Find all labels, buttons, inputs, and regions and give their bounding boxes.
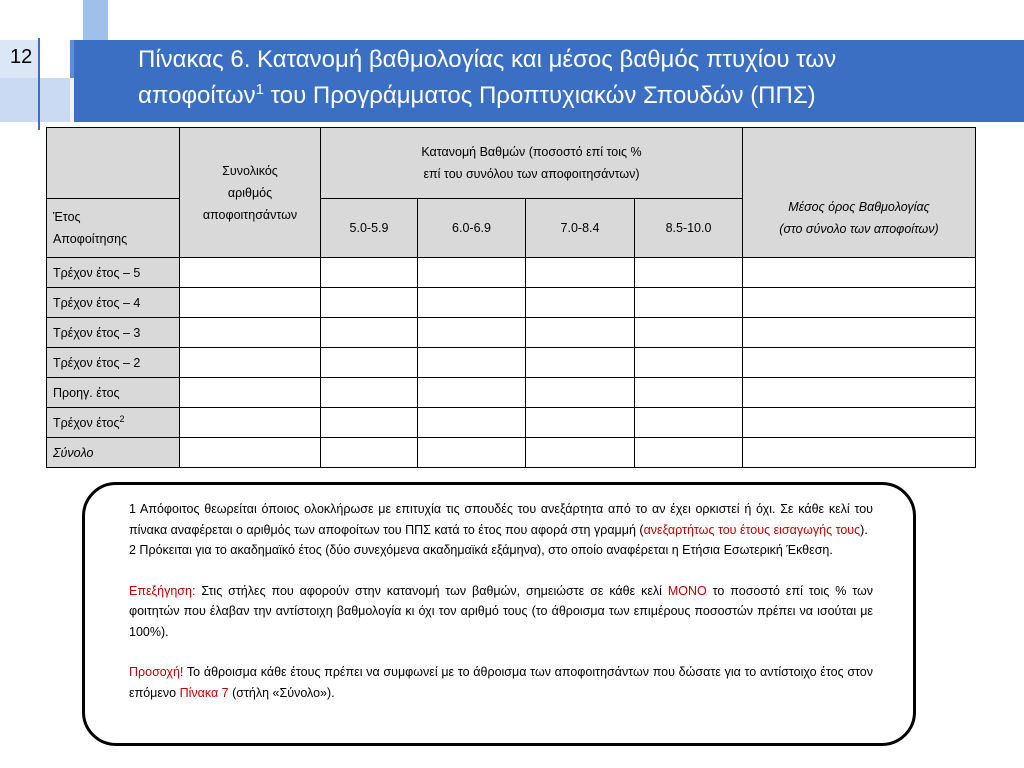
table-cell[interactable] [180,258,321,288]
table-cell[interactable] [743,318,976,348]
table-cell[interactable] [321,348,418,378]
table-row [47,258,976,288]
header-blank-cell [47,128,180,199]
header-range-2: 6.0-6.9 [418,199,526,258]
header-average-grade: Μέσος όρος Βαθμολογίας (στο σύνολο των αποφοίτων) [743,128,976,258]
table-row [47,378,976,408]
decor-line [38,38,40,130]
table-cell[interactable] [743,408,976,438]
table-cell[interactable] [321,408,418,438]
table-cell[interactable] [321,318,418,348]
slide-title [138,42,1018,114]
header-total-graduates: Συνολικός αριθμός αποφοιτησάντων [180,128,321,258]
header-range-1: 5.0-5.9 [321,199,418,258]
row-label: Τρέχον έτος – 3 [47,318,180,348]
table-cell[interactable] [418,408,526,438]
table-cell[interactable] [418,438,526,468]
row-label: Προηγ. έτος [47,378,180,408]
table-row [47,408,976,438]
table-cell[interactable] [321,438,418,468]
table-row [47,288,976,318]
table-cell[interactable] [321,378,418,408]
table-row-total [47,438,976,468]
table-cell[interactable] [635,348,743,378]
title-line-2: αποφοίτων$^1$ του Προγράμματος Προπτυχιακών Σπουδών (ΠΠΣ) [138,81,816,109]
table-cell[interactable] [321,288,418,318]
table-cell[interactable] [180,408,321,438]
notes-text [129,499,873,703]
table-cell[interactable] [635,258,743,288]
row-label: Τρέχον έτος – 4 [47,288,180,318]
table-cell[interactable] [180,288,321,318]
decor-square [83,0,108,40]
table-row [47,318,976,348]
table-cell[interactable] [526,438,635,468]
table-cell[interactable] [418,258,526,288]
table-cell[interactable] [180,378,321,408]
title-line-1: Πίνακας 6. Κατανομή βαθμολογίας και μέσος βαθμός πτυχίου των [138,46,837,73]
notes-box [82,482,916,746]
table-cell[interactable] [418,288,526,318]
slide-number: 12 [10,46,33,68]
table-cell[interactable] [635,408,743,438]
table-cell[interactable] [635,378,743,408]
row-label-total: Σύνολο [47,438,180,468]
table-cell[interactable] [321,258,418,288]
row-label: Τρέχον έτος$^2$ [47,408,180,438]
table-cell[interactable] [180,348,321,378]
table-cell[interactable] [418,318,526,348]
header-range-4: 8.5-10.0 [635,199,743,258]
table-cell[interactable] [526,288,635,318]
header-grade-distribution: Κατανομή Βαθμών (ποσοστό επί τοις % επί του συνόλου των αποφοιτησάντων) [321,128,743,199]
footnote-1: 1 Απόφοιτος θεωρείται όποιος ολοκλήρωσε με επιτυχία τις σπουδές του ανεξάρτητα από το αν έχει ορκιστεί ή όχι. Σε κάθε κελί του πίνακα αναφέρεται ο αριθμός των αποφοίτων του ΠΠΣ κατά το έτος που αφορά στη γραμμή (ανεξαρτήτως του έτους εισαγωγής τους). [129,502,873,537]
table-cell[interactable] [526,258,635,288]
table-cell[interactable] [743,378,976,408]
row-label: Τρέχον έτος – 5 [47,258,180,288]
table-cell[interactable] [743,348,976,378]
table-cell[interactable] [180,438,321,468]
grades-table [46,127,976,468]
table-row [47,348,976,378]
table-cell[interactable] [526,318,635,348]
header-graduation-year: Έτος Αποφοίτησης [47,199,180,258]
table-cell[interactable] [635,438,743,468]
table-cell[interactable] [743,288,976,318]
table-cell[interactable] [418,348,526,378]
table-cell[interactable] [743,258,976,288]
table-cell[interactable] [418,378,526,408]
table-cell[interactable] [526,348,635,378]
table-cell[interactable] [526,378,635,408]
table-cell[interactable] [635,318,743,348]
attention-note: Προσοχή! Το άθροισμα κάθε έτους πρέπει να συμφωνεί με το άθροισμα των αποφοιτησάντων που δώσατε για το αντίστοιχο έτος στον επόμενο Πίνακα 7 (στήλη «Σύνολο»). [129,665,873,700]
table-cell[interactable] [635,288,743,318]
footnote-2: 2 Πρόκειται για το ακαδημαϊκό έτος (δύο συνεχόμενα ακαδημαϊκά εξάμηνα), στο οποίο αναφέρεται η Ετήσια Εσωτερική Έκθεση. [129,543,833,557]
table-cell[interactable] [743,438,976,468]
decor-square [40,40,70,78]
table-cell[interactable] [180,318,321,348]
decor-square [0,78,70,122]
row-label: Τρέχον έτος – 2 [47,348,180,378]
table-cell[interactable] [526,408,635,438]
explanation-note: Επεξήγηση: Στις στήλες που αφορούν στην κατανομή των βαθμών, σημειώστε σε κάθε κελί ΜΟΝΟ το ποσοστό επί τοις % των φοιτητών που έλαβαν την αντίστοιχη βαθμολογία κι όχι τον αριθμό τους (το άθροισμα των επιμέρους ποσοστών πρέπει να ισούται με 100%). [129,583,873,639]
header-range-3: 7.0-8.4 [526,199,635,258]
